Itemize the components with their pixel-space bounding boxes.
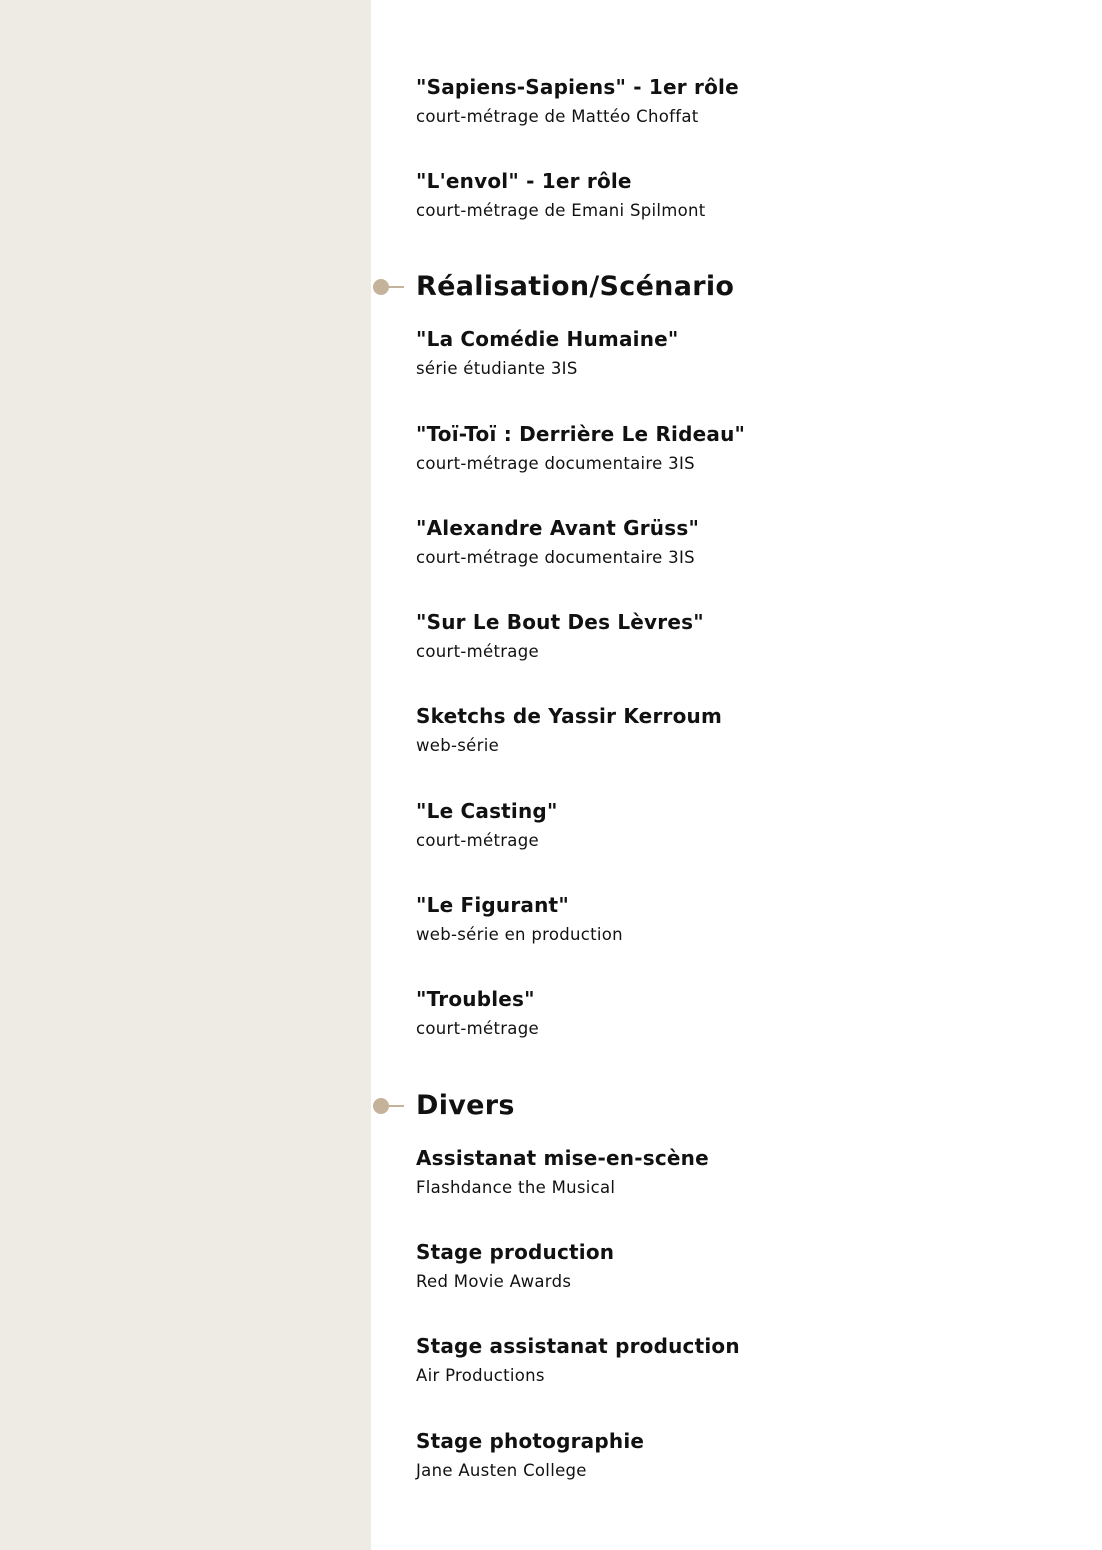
- timeline-connector: [387, 1105, 404, 1107]
- entry-title: "Toï-Toï : Derrière Le Rideau": [416, 422, 746, 446]
- section-title: Divers: [416, 1090, 515, 1121]
- timeline-connector: [387, 286, 404, 288]
- entry-title: Sketchs de Yassir Kerroum: [416, 704, 722, 728]
- entry-subtitle: court-métrage documentaire 3IS: [416, 548, 695, 567]
- experience-entry: [416, 704, 722, 756]
- experience-entry: [416, 169, 706, 221]
- entry-subtitle: court-métrage: [416, 1019, 539, 1038]
- experience-entry: [416, 987, 539, 1039]
- entry-subtitle: série étudiante 3IS: [416, 359, 578, 378]
- entry-subtitle: Jane Austen College: [416, 1461, 587, 1480]
- experience-entry: [416, 1334, 740, 1386]
- entry-subtitle: court-métrage documentaire 3IS: [416, 454, 695, 473]
- experience-entry: [416, 893, 623, 945]
- left-sidebar-panel: [0, 0, 371, 1550]
- entry-title: "Troubles": [416, 987, 535, 1011]
- section-title: Réalisation/Scénario: [416, 271, 735, 302]
- entry-subtitle: Red Movie Awards: [416, 1272, 572, 1291]
- entry-title: "Sur Le Bout Des Lèvres": [416, 610, 704, 634]
- entry-subtitle: court-métrage: [416, 642, 539, 661]
- entry-subtitle: court-métrage de Emani Spilmont: [416, 201, 706, 220]
- experience-entry: [416, 1240, 614, 1292]
- entry-title: Stage assistanat production: [416, 1334, 740, 1358]
- experience-entry: [416, 75, 739, 127]
- entry-subtitle: Flashdance the Musical: [416, 1178, 616, 1197]
- experience-entry: [416, 422, 745, 474]
- experience-entry: [416, 1429, 644, 1481]
- cv-content: [371, 0, 1102, 1550]
- entry-title: "Alexandre Avant Grüss": [416, 516, 700, 540]
- entry-subtitle: court-métrage: [416, 831, 539, 850]
- entry-title: Stage photographie: [416, 1429, 645, 1453]
- entry-title: Assistanat mise-en-scène: [416, 1146, 709, 1170]
- experience-entry: [416, 1146, 709, 1198]
- experience-entry: [416, 516, 699, 568]
- entry-subtitle: web-série: [416, 736, 500, 755]
- entry-subtitle: Air Productions: [416, 1366, 545, 1385]
- entry-title: "Sapiens-Sapiens" - 1er rôle: [416, 75, 739, 99]
- entry-title: "La Comédie Humaine": [416, 327, 679, 351]
- entry-title: Stage production: [416, 1240, 615, 1264]
- experience-entry: [416, 327, 679, 379]
- entry-title: "L'envol" - 1er rôle: [416, 169, 632, 193]
- experience-entry: [416, 799, 558, 851]
- entry-title: "Le Figurant": [416, 893, 569, 917]
- entry-title: "Le Casting": [416, 799, 558, 823]
- experience-entry: [416, 610, 704, 662]
- entry-subtitle: court-métrage de Mattéo Choffat: [416, 107, 699, 126]
- entry-subtitle: web-série en production: [416, 925, 623, 944]
